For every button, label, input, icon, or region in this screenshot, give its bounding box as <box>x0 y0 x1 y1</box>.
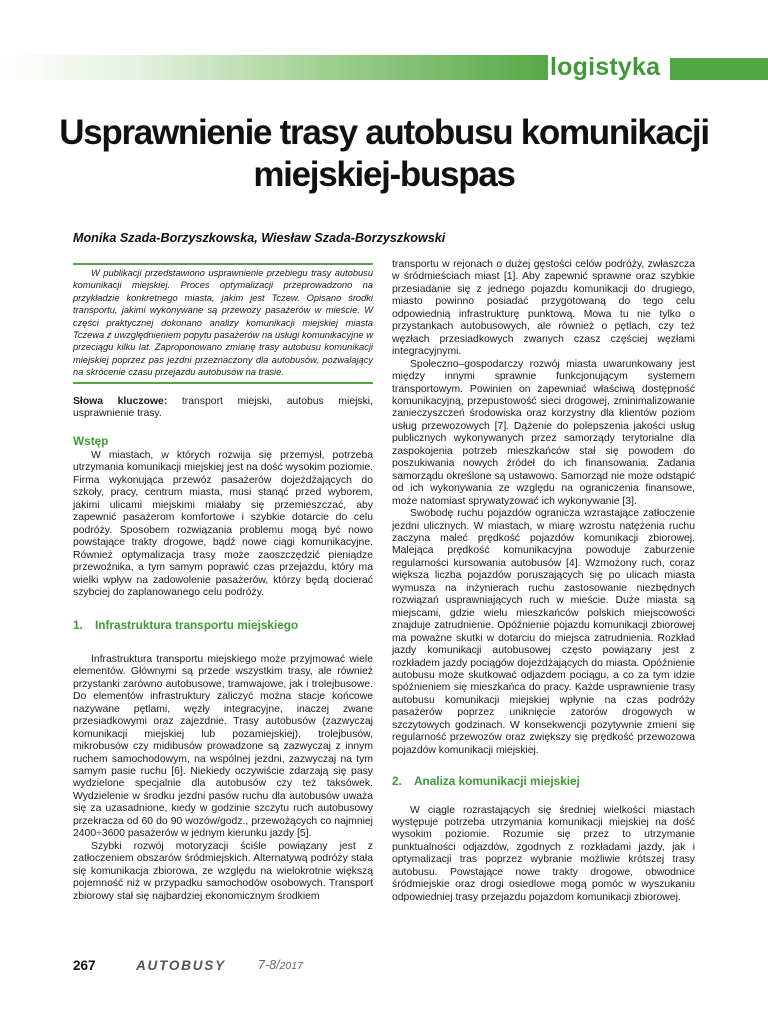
left-column <box>73 263 373 903</box>
section-header-band-right <box>670 58 768 80</box>
right-paragraph-1: transportu w rejonach o dużej gęstości celów podróży, zwłaszcza w śródmieściach miast [1]. Aby zapewnić sprawne oraz szybkie przesiadanie się z jednego pojazdu komunikacji do drugiego, miasto powinno posiadać przygotowaną do tego celu odpowiednią infrastrukturę punktową. Mowa tu nie tylko o przystankach autobusowych, ale również o pętlach, czy też węzłach przesiadkowych zwanych czasz częściej węzłami integracyjnymi. <box>392 259 695 358</box>
section-1-paragraph-1: Infrastruktura transportu miejskiego może przyjmować wiele elementów. Głównymi są przede wszystkim trasy, ale również przystanki zarówno autobusowe, tramwajowe, jak i trolejbusowe. Do elementów infrastruktury zaliczyć można stacje końcowe nazywane pętlami, węzły integracyjne, inaczej zwane przesiadkowymi oraz zajezdnie. Trasy autobusów (zazwyczaj komunikacji miejskiej lub pozamiejskiej), trolejbusów, mikrobusów czy midibusów prowadzone są zazwyczaj z innym ruchem samochodowym, na wspólnej jezdni, zazwyczaj na tym samym pasie ruchu [6]. Niekiedy oczywiście zdarzają się pasy wydzielone specjalnie dla autobusów czy też taksówek. Wydzielenie w środku jezdni pasów ruchu dla autobusów uważa się za uzasadnione, kiedy w godzinie szczytu ruch autobusowy przekracza od 60 do 90 wozów/godz., przewożących co najmniej 2400÷3600 pasażerów w jednym kierunku jazdy [5]. <box>73 653 373 840</box>
section-label: logistyka <box>550 53 661 81</box>
right-column <box>392 259 695 904</box>
intro-heading: Wstęp <box>73 433 109 448</box>
authors: Monika Szada-Borzyszkowska, Wiesław Szada-Borzyszkowski <box>73 231 446 245</box>
article-title-line-1: Usprawnienie trasy autobusu komunikacji <box>59 113 709 152</box>
right-paragraph-2: Społeczno–gospodarczy rozwój miasta uwarunkowany jest między innymi sprawnie funkcjonującym systemem transportowym. Powinien on zapewniać właściwą dostępność komunikacyjną, przepustowość sieci drogowej, zminimalizowanie zanieczyszczeń środowiska oraz korzystny dla klientów poziom usług przewozowych [7]. Dążenie do polepszenia jakości usług publicznych wykonywanych przez samorządy terytorialne dla zaspokojenia potrzeb mieszkańców stał się powodem do poszukiwania nowych źródeł do ich finansowania. Zadania samorządu określone są ustawowo. Samorząd nie może odstąpić od ich wykonywania ze względu na ograniczenia finansowe, może natomiast sprywatyzować ich wykonywanie [3]. <box>392 358 695 507</box>
abstract-box <box>73 263 373 384</box>
issue-label: 7-8/ <box>258 958 280 972</box>
journal-name: AUTOBUSY <box>136 958 226 973</box>
intro-paragraph: W miastach, w których rozwija się przemysł, potrzeba utrzymania komunikacji miejskiej jest na dość wysokim poziomie. Firma wykonująca przewóz pasażerów dojeżdżających do szkoły, pracy, centrum miasta, musi stanąć przed wyborem, jakimi ulicami miejskimi miałaby się przemieszczać, aby zapewnić pasażerom komfortowe i szybkie dotarcie do celu podróży. Sposobem rozwiązania problemu mogą być nowo powstające trakty drogowe, bądź nowe ciągi komunikacyjne. Również optymalizacja trasy może zaoszczędzić pieniądze przewoźnika, a tym samym poprawić czas przejazdu, który ma wielki wpływ na zadowolenie pasażerów, którzy będą docierać szybciej do zaplanowanego celu podróży. <box>73 450 373 598</box>
section-1-title: Infrastruktura transportu miejskiego <box>95 618 299 633</box>
keywords-text: transport miejski, autobus miejski, usprawnienie trasy. <box>73 395 373 420</box>
section-2-number: 2. <box>392 774 402 789</box>
issue-year: 2017 <box>279 960 303 972</box>
page-number: 267 <box>73 958 96 973</box>
section-2-paragraph: W ciągle rozrastających się średniej wielkości miastach występuje potrzeba utrzymania komunikacji miejskiej na dość wysokim poziomie. Rozumie się przez to utrzymanie punktualności odjazdów, zgodnych z rozkładami jazdy, jak i optymalizacji tras poprzez wybranie możliwie krótszej trasy autobusu. Powstające nowe trakty drogowe, obwodnice śródmiejskie oraz drogi osiedlowe mogą pomóc w wyszukaniu odpowiedniej trasy przejazdu pojazdom komunikacji zbiorowej. <box>392 804 695 903</box>
section-1-paragraph-2: Szybki rozwój motoryzacji ściśle powiązany jest z zatłoczeniem obszarów śródmiejskich. Alternatywą podróży stała się komunikacja zbiorowa, ze względu na wielokrotnie większą pojemność niż w przypadku samochodów osobowych. Transport zbiorowy stał się najbardziej ekonomicznym środkiem <box>73 840 373 902</box>
page-footer <box>73 958 693 974</box>
keywords <box>73 396 373 421</box>
section-1-heading <box>73 619 373 631</box>
right-paragraph-3: Swobodę ruchu pojazdów ogranicza wzrastające zatłoczenie jezdni ulicznych. W miastach, w miarę wzrostu natężenia ruchu zaczyna maleć prędkość pojazdów komunikacji zbiorowej. Malejąca prędkość komunikacyjna powoduje zaburzenie regularności kursowania autobusów [4]. Wzmożony ruch, coraz większa liczba pojazdów poruszających się po ulicach miasta wymusza na inżynierach ruchu zastosowanie niezbędnych rozwiązań usprawniających ruch w mieście. Duże miasta są miejscami, gdzie wielu mieszkańców polskich miejscowości znajduje zatrudnienie. Opóźnienie pojazdu komunikacji zbiorowej ma poważne skutki w dotarciu do miejsca zatrudnienia. Rozkład jazdy komunikacji autobusowej często powiązany jest z rozkładem jazdy pociągów dojeżdżających do miasta. Opóźnienie autobusu może skutkować odjazdem pociągu, a co za tym idzie spóźnieniem się mieszkańca do pracy. Każde usprawnienie trasy autobusu komunikacji miejskiej wpłynie na czas podróży pasażerów poprzez uniknięcie zatorów drogowych w szczytowych godzinach. W konsekwencji pozytywnie zmieni się regularność przewozów oraz zwiększy się prędkość przewozowa pojazdów komunikacji miejskiej. <box>392 508 695 756</box>
abstract-text: W publikacji przedstawiono usprawnienie przebiegu trasy autobusu komunikacji miejskiej. Proces optymalizacji przeprowadzono na przykładzie konkretnego miasta, jakim jest Tczew. Opisano środki transportu, jakimi wykonywane są przewozy pasażerów w mieście. W części praktycznej dokonano analizy komunikacji miejskiej miasta Tczewa z uwzględnieniem popytu pasażerów na usługi komunikacyjne w przeciągu kilku lat. Zaproponowano zmianę trasy autobusu komunikacji miejskiej poprzez pas jezdni przeznaczony dla autobusów, pozwalający na skrócenie czasu przejazdu autobusów na trasie. <box>73 268 373 378</box>
section-2-title: Analiza komunikacji miejskiej <box>414 774 580 789</box>
keywords-label: Słowa kluczowe: <box>73 395 168 407</box>
section-header-band <box>0 55 548 80</box>
section-1-number: 1. <box>73 618 83 633</box>
issue-number <box>258 958 303 972</box>
article-title <box>40 112 728 196</box>
article-title-line-2: miejskiej-buspas <box>253 155 515 194</box>
section-2-heading <box>392 775 695 787</box>
